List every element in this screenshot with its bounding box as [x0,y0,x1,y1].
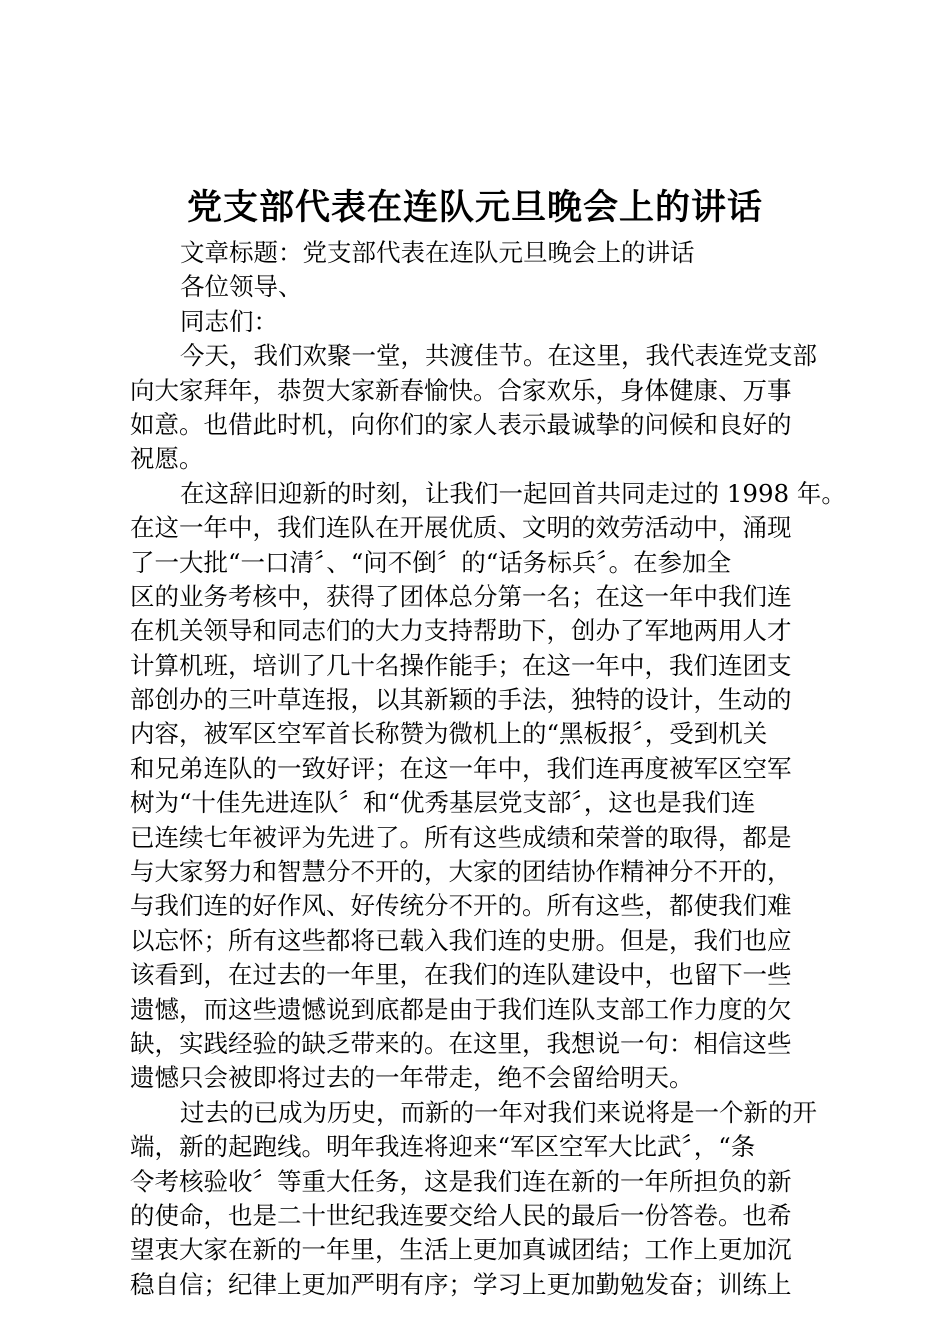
text-line: 端，新的起跑线。明年我连将迎来“军区空军大比武〞，“条 [130,1132,756,1162]
text-line: 祝愿。 [130,444,204,474]
text-line: 部创办的三叶草连报，以其新颖的手法，独特的设计，生动的 [130,685,792,715]
text-line: 了一大批“一口清〞、“问不倒〞的“话务标兵〞。在参加全 [130,547,732,577]
text-line: 遗憾只会被即将过去的一年带走，绝不会留给明天。 [130,1063,694,1093]
text-line: 稳自信；纪律上更加严明有序；学习上更加勤勉发奋；训练上 [130,1269,792,1299]
text-line: 的使命，也是二十世纪我连要交给人民的最后一份答卷。也希 [130,1200,792,1230]
document-title: 党支部代表在连队元旦晚会上的讲话 [186,187,763,228]
text-line: 过去的已成为历史，而新的一年对我们来说将是一个新的开 [180,1097,817,1127]
text-line: 区的业务考核中，获得了团体总分第一名；在这一年中我们连 [130,581,792,611]
text-line: 如意。也借此时机，向你们的家人表示最诚挚的问候和良好的 [130,409,792,439]
text-line: 缺，实践经验的缺乏带来的。在这里，我想说一句：相信这些 [130,1028,792,1058]
text-line: 今天，我们欢聚一堂，共渡佳节。在这里，我代表连党支部 [180,341,817,371]
text-line: 文章标题：党支部代表在连队元旦晚会上的讲话 [180,238,695,267]
text-line: 令考核验收〞等重大任务，这是我们连在新的一年所担负的新 [130,1166,792,1196]
text-line: 与我们连的好作风、好传统分不开的。所有这些，都使我们难 [130,891,792,921]
text-line: 同志们： [180,306,278,336]
text-line: 遗憾，而这些遗憾说到底都是由于我们连队支部工作力度的欠 [130,994,792,1024]
text-line: 计算机班，培训了几十名操作能手；在这一年中，我们连团支 [130,650,792,680]
text-line: 向大家拜年，恭贺大家新春愉快。合家欢乐，身体健康、万事 [130,375,792,405]
text-line: 已连续七年被评为先进了。所有这些成绩和荣誉的取得，都是 [130,822,792,852]
text-line: 在这一年中，我们连队在开展优质、文明的效劳活动中，涌现 [130,513,792,543]
text-line: 与大家努力和智慧分不开的，大家的团结协作精神分不开的， [130,857,792,887]
text-line: 望衷大家在新的一年里，生活上更加真诚团结；工作上更加沉 [130,1235,792,1265]
text-line: 以忘怀；所有这些都将已载入我们连的史册。但是，我们也应 [130,925,792,955]
text-line: 树为“十佳先进连队〞和“优秀基层党支部〞，这也是我们连 [130,788,756,818]
text-line: 该看到，在过去的一年里，在我们的连队建设中，也留下一些 [130,960,792,990]
text-line: 内容，被军区空军首长称赞为微机上的“黑板报〞，受到机关 [130,719,768,749]
text-line: 在机关领导和同志们的大力支持帮助下，创办了军地两用人才 [130,616,792,646]
text-line: 在这辞旧迎新的时刻，让我们一起回首共同走过的 1998 年。 [180,478,846,508]
text-line: 各位领导、 [180,272,303,302]
document-body [130,236,846,1302]
text-line: 和兄弟连队的一致好评；在这一年中，我们连再度被军区空军 [130,753,792,783]
